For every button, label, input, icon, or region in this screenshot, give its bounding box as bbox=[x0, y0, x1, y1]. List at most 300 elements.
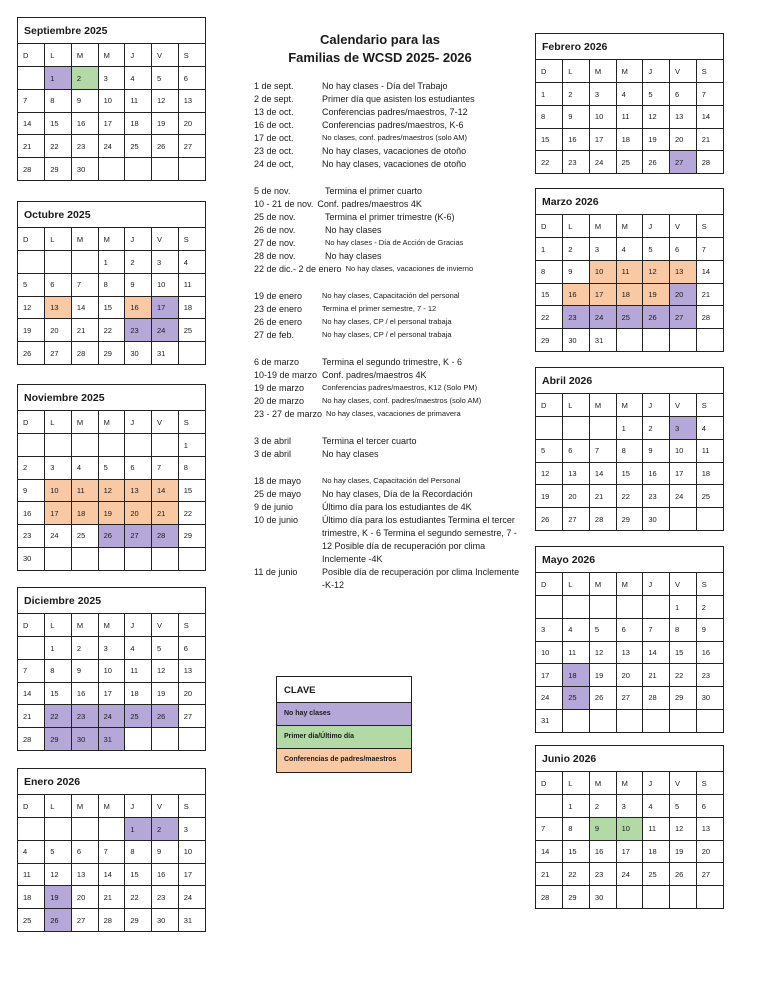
calendar-grid bbox=[18, 614, 205, 750]
day-cell: 7 bbox=[589, 439, 616, 462]
event-description: No hay clases, CP / el personal trabaja bbox=[322, 317, 452, 326]
event-item bbox=[254, 185, 524, 198]
week-row bbox=[18, 863, 205, 886]
empty-day-cell bbox=[18, 818, 45, 841]
event-date: 10 de junio bbox=[254, 515, 299, 525]
empty-day-cell bbox=[536, 417, 563, 440]
day-cell: 21 bbox=[696, 128, 723, 151]
day-cell: 21 bbox=[18, 135, 45, 158]
day-cell: 16 bbox=[152, 863, 179, 886]
weekday-header: V bbox=[670, 573, 697, 596]
day-cell: 2 bbox=[71, 637, 98, 660]
day-cell: 2 bbox=[696, 596, 723, 619]
weekday-header: J bbox=[125, 795, 152, 818]
day-cell: 1 bbox=[178, 434, 205, 457]
weekday-header-row bbox=[18, 44, 205, 67]
day-cell: 20 bbox=[71, 886, 98, 909]
calendar-3 bbox=[17, 587, 206, 751]
day-cell: 19 bbox=[589, 664, 616, 687]
day-cell: 13 bbox=[616, 641, 643, 664]
week-row bbox=[536, 817, 723, 840]
week-row bbox=[536, 795, 723, 818]
event-group bbox=[254, 80, 524, 171]
week-row bbox=[536, 641, 723, 664]
week-row bbox=[536, 128, 723, 151]
day-cell: 18 bbox=[178, 296, 205, 319]
day-cell: 4 bbox=[696, 417, 723, 440]
weekday-header: D bbox=[18, 411, 45, 434]
event-description: No hay clases, vacaciones de primavera bbox=[326, 409, 461, 418]
day-cell: 5 bbox=[45, 840, 72, 863]
day-cell: 30 bbox=[563, 328, 590, 351]
day-cell: 16 bbox=[696, 641, 723, 664]
day-cell: 14 bbox=[589, 462, 616, 485]
event-description: Termina el primer cuarto bbox=[325, 186, 423, 196]
empty-day-cell bbox=[696, 328, 723, 351]
day-cell: 23 bbox=[589, 863, 616, 886]
day-cell: 17 bbox=[670, 462, 697, 485]
day-cell: 15 bbox=[178, 479, 205, 502]
day-cell: 30 bbox=[589, 885, 616, 908]
day-cell: 28 bbox=[536, 885, 563, 908]
event-description: Conferencias padres/maestros, 7-12 bbox=[322, 107, 468, 117]
week-row bbox=[536, 709, 723, 732]
day-cell: 18 bbox=[125, 682, 152, 705]
day-cell: 28 bbox=[696, 306, 723, 329]
day-cell: 26 bbox=[536, 507, 563, 530]
day-cell: 3 bbox=[152, 251, 179, 274]
empty-day-cell bbox=[125, 727, 152, 750]
empty-day-cell bbox=[670, 328, 697, 351]
day-cell: 4 bbox=[643, 795, 670, 818]
empty-day-cell bbox=[616, 709, 643, 732]
weekday-header: J bbox=[125, 614, 152, 637]
day-cell: 27 bbox=[696, 863, 723, 886]
day-cell: 17 bbox=[589, 283, 616, 306]
week-row bbox=[18, 840, 205, 863]
weekday-header: J bbox=[125, 228, 152, 251]
week-row bbox=[536, 306, 723, 329]
day-cell: 8 bbox=[670, 618, 697, 641]
weekday-header: V bbox=[152, 411, 179, 434]
day-cell: 8 bbox=[125, 840, 152, 863]
day-cell: 7 bbox=[152, 456, 179, 479]
empty-day-cell bbox=[616, 328, 643, 351]
day-cell: 27 bbox=[670, 151, 697, 174]
event-item bbox=[254, 435, 524, 448]
day-cell: 27 bbox=[563, 507, 590, 530]
empty-day-cell bbox=[71, 434, 98, 457]
day-cell: 7 bbox=[18, 89, 45, 112]
weekday-header: V bbox=[670, 772, 697, 795]
day-cell: 29 bbox=[563, 885, 590, 908]
event-date: 23 de enero bbox=[254, 304, 303, 314]
event-item bbox=[254, 395, 524, 408]
day-cell: 13 bbox=[563, 462, 590, 485]
day-cell: 11 bbox=[125, 89, 152, 112]
calendar-grid bbox=[536, 573, 723, 732]
day-cell: 8 bbox=[616, 439, 643, 462]
calendar-title: Septiembre 2025 bbox=[18, 18, 205, 44]
day-cell: 1 bbox=[45, 67, 72, 90]
week-row bbox=[536, 664, 723, 687]
day-cell: 1 bbox=[536, 83, 563, 106]
day-cell: 20 bbox=[670, 283, 697, 306]
weekday-header: L bbox=[563, 772, 590, 795]
event-description: Termina el primer semestre, 7 - 12 bbox=[322, 304, 437, 313]
weekday-header-row bbox=[18, 411, 205, 434]
day-cell: 27 bbox=[178, 705, 205, 728]
event-description: No hay clases, vacaciones de otoño bbox=[322, 159, 467, 169]
weekday-header: L bbox=[45, 228, 72, 251]
event-item bbox=[254, 303, 524, 316]
empty-day-cell bbox=[98, 157, 125, 180]
weekday-header: D bbox=[18, 795, 45, 818]
day-cell: 4 bbox=[616, 238, 643, 261]
event-group bbox=[254, 290, 524, 342]
day-cell: 6 bbox=[71, 840, 98, 863]
day-cell: 16 bbox=[643, 462, 670, 485]
weekday-header: M bbox=[71, 795, 98, 818]
day-cell: 20 bbox=[616, 664, 643, 687]
empty-day-cell bbox=[18, 251, 45, 274]
calendar-title: Abril 2026 bbox=[536, 368, 723, 394]
calendar-grid bbox=[18, 44, 205, 180]
empty-day-cell bbox=[98, 434, 125, 457]
event-description: No hay clases, vacaciones de invierno bbox=[345, 264, 474, 273]
day-cell: 12 bbox=[670, 817, 697, 840]
week-row bbox=[18, 705, 205, 728]
empty-day-cell bbox=[125, 434, 152, 457]
calendar-grid bbox=[536, 60, 723, 173]
day-cell: 23 bbox=[71, 135, 98, 158]
empty-day-cell bbox=[696, 507, 723, 530]
day-cell: 3 bbox=[98, 637, 125, 660]
empty-day-cell bbox=[589, 417, 616, 440]
event-date: 25 de nov. bbox=[254, 212, 296, 222]
weekday-header: M bbox=[98, 228, 125, 251]
weekday-header-row bbox=[18, 228, 205, 251]
event-description: No hay clases, conf. padres/maestros (solo AM) bbox=[322, 396, 482, 405]
day-cell: 15 bbox=[536, 128, 563, 151]
day-cell: 3 bbox=[45, 456, 72, 479]
empty-day-cell bbox=[616, 885, 643, 908]
calendar-title: Junio 2026 bbox=[536, 746, 723, 772]
day-cell: 20 bbox=[563, 485, 590, 508]
day-cell: 17 bbox=[98, 112, 125, 135]
day-cell: 17 bbox=[152, 296, 179, 319]
day-cell: 12 bbox=[152, 659, 179, 682]
day-cell: 9 bbox=[563, 105, 590, 128]
day-cell: 27 bbox=[178, 135, 205, 158]
day-cell: 26 bbox=[18, 341, 45, 364]
event-description: No hay clases bbox=[322, 449, 379, 459]
day-cell: 17 bbox=[589, 128, 616, 151]
day-cell: 14 bbox=[696, 260, 723, 283]
empty-day-cell bbox=[696, 885, 723, 908]
day-cell: 24 bbox=[98, 135, 125, 158]
week-row bbox=[536, 863, 723, 886]
day-cell: 17 bbox=[178, 863, 205, 886]
event-item bbox=[254, 211, 524, 224]
day-cell: 14 bbox=[18, 682, 45, 705]
day-cell: 13 bbox=[71, 863, 98, 886]
day-cell: 20 bbox=[45, 319, 72, 342]
weekday-header: M bbox=[589, 60, 616, 83]
day-cell: 5 bbox=[643, 238, 670, 261]
week-row bbox=[536, 417, 723, 440]
weekday-header: J bbox=[125, 44, 152, 67]
day-cell: 1 bbox=[616, 417, 643, 440]
empty-day-cell bbox=[152, 434, 179, 457]
day-cell: 28 bbox=[643, 686, 670, 709]
event-date: 23 de oct. bbox=[254, 146, 294, 156]
event-item bbox=[254, 158, 524, 171]
day-cell: 30 bbox=[71, 157, 98, 180]
day-cell: 18 bbox=[616, 283, 643, 306]
day-cell: 8 bbox=[536, 105, 563, 128]
empty-day-cell bbox=[125, 547, 152, 570]
empty-day-cell bbox=[563, 709, 590, 732]
weekday-header: D bbox=[536, 215, 563, 238]
day-cell: 25 bbox=[696, 485, 723, 508]
day-cell: 6 bbox=[45, 273, 72, 296]
day-cell: 19 bbox=[152, 682, 179, 705]
day-cell: 4 bbox=[125, 67, 152, 90]
event-item bbox=[254, 290, 524, 303]
day-cell: 14 bbox=[643, 641, 670, 664]
day-cell: 24 bbox=[670, 485, 697, 508]
day-cell: 1 bbox=[45, 637, 72, 660]
week-row bbox=[536, 83, 723, 106]
event-description: Conf. padres/maestros 4K bbox=[322, 370, 427, 380]
empty-day-cell bbox=[152, 547, 179, 570]
day-cell: 19 bbox=[643, 128, 670, 151]
week-row bbox=[536, 485, 723, 508]
day-cell: 14 bbox=[18, 112, 45, 135]
event-item bbox=[254, 475, 524, 488]
day-cell: 20 bbox=[178, 112, 205, 135]
day-cell: 10 bbox=[45, 479, 72, 502]
day-cell: 16 bbox=[563, 283, 590, 306]
day-cell: 3 bbox=[670, 417, 697, 440]
day-cell: 15 bbox=[45, 682, 72, 705]
weekday-header: M bbox=[589, 772, 616, 795]
day-cell: 10 bbox=[152, 273, 179, 296]
week-row bbox=[536, 618, 723, 641]
day-cell: 21 bbox=[98, 886, 125, 909]
weekday-header: D bbox=[536, 60, 563, 83]
legend-item-no-classes: No hay clases bbox=[277, 703, 411, 726]
day-cell: 5 bbox=[152, 637, 179, 660]
day-cell: 13 bbox=[45, 296, 72, 319]
day-cell: 29 bbox=[45, 727, 72, 750]
event-item bbox=[254, 408, 524, 421]
day-cell: 19 bbox=[18, 319, 45, 342]
empty-day-cell bbox=[178, 157, 205, 180]
day-cell: 10 bbox=[589, 260, 616, 283]
day-cell: 5 bbox=[18, 273, 45, 296]
day-cell: 22 bbox=[98, 319, 125, 342]
weekday-header: M bbox=[589, 215, 616, 238]
weekday-header: D bbox=[18, 44, 45, 67]
day-cell: 23 bbox=[18, 524, 45, 547]
day-cell: 19 bbox=[98, 502, 125, 525]
week-row bbox=[18, 502, 205, 525]
day-cell: 18 bbox=[696, 462, 723, 485]
day-cell: 9 bbox=[18, 479, 45, 502]
event-description: No hay clases, Capacitación del personal bbox=[322, 291, 460, 300]
day-cell: 12 bbox=[152, 89, 179, 112]
day-cell: 22 bbox=[536, 151, 563, 174]
day-cell: 15 bbox=[45, 112, 72, 135]
weekday-header-row bbox=[18, 614, 205, 637]
event-description: Termina el tercer cuarto bbox=[322, 436, 417, 446]
day-cell: 1 bbox=[670, 596, 697, 619]
weekday-header: S bbox=[696, 573, 723, 596]
week-row bbox=[18, 818, 205, 841]
day-cell: 15 bbox=[670, 641, 697, 664]
day-cell: 12 bbox=[18, 296, 45, 319]
day-cell: 15 bbox=[536, 283, 563, 306]
empty-day-cell bbox=[178, 341, 205, 364]
day-cell: 24 bbox=[45, 524, 72, 547]
week-row bbox=[536, 840, 723, 863]
event-item bbox=[254, 356, 524, 369]
day-cell: 7 bbox=[643, 618, 670, 641]
event-description: Conferencias padres/maestros, K12 (Solo PM) bbox=[322, 383, 478, 392]
day-cell: 21 bbox=[643, 664, 670, 687]
week-row bbox=[18, 434, 205, 457]
event-date: 5 de nov. bbox=[254, 186, 291, 196]
day-cell: 30 bbox=[125, 341, 152, 364]
day-cell: 6 bbox=[696, 795, 723, 818]
empty-day-cell bbox=[536, 795, 563, 818]
day-cell: 5 bbox=[589, 618, 616, 641]
event-date: 19 de marzo bbox=[254, 383, 305, 393]
event-item bbox=[254, 106, 524, 119]
day-cell: 19 bbox=[152, 112, 179, 135]
day-cell: 19 bbox=[45, 886, 72, 909]
day-cell: 12 bbox=[45, 863, 72, 886]
day-cell: 30 bbox=[71, 727, 98, 750]
day-cell: 21 bbox=[18, 705, 45, 728]
event-date: 1 de sept. bbox=[254, 81, 294, 91]
weekday-header: D bbox=[18, 228, 45, 251]
day-cell: 28 bbox=[98, 908, 125, 931]
day-cell: 7 bbox=[18, 659, 45, 682]
weekday-header-row bbox=[18, 795, 205, 818]
empty-day-cell bbox=[643, 596, 670, 619]
day-cell: 9 bbox=[125, 273, 152, 296]
weekday-header: V bbox=[152, 44, 179, 67]
event-item bbox=[254, 132, 524, 145]
empty-day-cell bbox=[98, 818, 125, 841]
week-row bbox=[536, 238, 723, 261]
empty-day-cell bbox=[152, 157, 179, 180]
calendar-title: Febrero 2026 bbox=[536, 34, 723, 60]
empty-day-cell bbox=[178, 727, 205, 750]
weekday-header: M bbox=[616, 215, 643, 238]
day-cell: 25 bbox=[18, 908, 45, 931]
calendar-title: Octubre 2025 bbox=[18, 202, 205, 228]
day-cell: 14 bbox=[536, 840, 563, 863]
event-item bbox=[254, 237, 524, 250]
day-cell: 4 bbox=[18, 840, 45, 863]
day-cell: 29 bbox=[98, 341, 125, 364]
day-cell: 28 bbox=[71, 341, 98, 364]
event-description: No hay clases, Capacitación del Personal bbox=[322, 476, 461, 485]
weekday-header: S bbox=[178, 228, 205, 251]
day-cell: 29 bbox=[125, 908, 152, 931]
event-description: Conf. padres/maestros 4K bbox=[317, 199, 422, 209]
day-cell: 28 bbox=[589, 507, 616, 530]
event-item bbox=[254, 329, 524, 342]
week-row bbox=[18, 524, 205, 547]
week-row bbox=[18, 456, 205, 479]
day-cell: 4 bbox=[71, 456, 98, 479]
day-cell: 23 bbox=[643, 485, 670, 508]
empty-day-cell bbox=[71, 251, 98, 274]
empty-day-cell bbox=[563, 417, 590, 440]
event-group bbox=[254, 475, 524, 592]
day-cell: 11 bbox=[178, 273, 205, 296]
event-date: 13 de oct. bbox=[254, 107, 294, 117]
day-cell: 26 bbox=[589, 686, 616, 709]
week-row bbox=[536, 885, 723, 908]
week-row bbox=[536, 462, 723, 485]
event-item bbox=[254, 93, 524, 106]
weekday-header: J bbox=[643, 60, 670, 83]
calendar-grid bbox=[18, 411, 205, 570]
weekday-header: M bbox=[71, 614, 98, 637]
day-cell: 9 bbox=[589, 817, 616, 840]
weekday-header: S bbox=[696, 772, 723, 795]
day-cell: 7 bbox=[696, 83, 723, 106]
day-cell: 10 bbox=[536, 641, 563, 664]
day-cell: 6 bbox=[616, 618, 643, 641]
day-cell: 13 bbox=[125, 479, 152, 502]
day-cell: 22 bbox=[670, 664, 697, 687]
event-description: Termina el primer trimestre (K-6) bbox=[325, 212, 455, 222]
empty-day-cell bbox=[536, 596, 563, 619]
calendar-grid bbox=[18, 795, 205, 931]
weekday-header-row bbox=[536, 772, 723, 795]
day-cell: 9 bbox=[563, 260, 590, 283]
event-date: 11 de junio bbox=[254, 567, 298, 577]
day-cell: 22 bbox=[125, 886, 152, 909]
weekday-header-row bbox=[536, 394, 723, 417]
day-cell: 5 bbox=[98, 456, 125, 479]
day-cell: 9 bbox=[643, 439, 670, 462]
empty-day-cell bbox=[18, 434, 45, 457]
day-cell: 18 bbox=[643, 840, 670, 863]
weekday-header: L bbox=[563, 394, 590, 417]
weekday-header: D bbox=[536, 772, 563, 795]
event-date: 18 de mayo bbox=[254, 476, 302, 486]
day-cell: 20 bbox=[670, 128, 697, 151]
day-cell: 2 bbox=[152, 818, 179, 841]
day-cell: 25 bbox=[643, 863, 670, 886]
event-item bbox=[254, 316, 524, 329]
calendar-grid bbox=[536, 215, 723, 351]
empty-day-cell bbox=[589, 596, 616, 619]
event-date: 9 de junio bbox=[254, 502, 294, 512]
day-cell: 11 bbox=[643, 817, 670, 840]
day-cell: 21 bbox=[589, 485, 616, 508]
day-cell: 13 bbox=[696, 817, 723, 840]
event-description: No hay clases, CP / el personal trabaja bbox=[322, 330, 452, 339]
